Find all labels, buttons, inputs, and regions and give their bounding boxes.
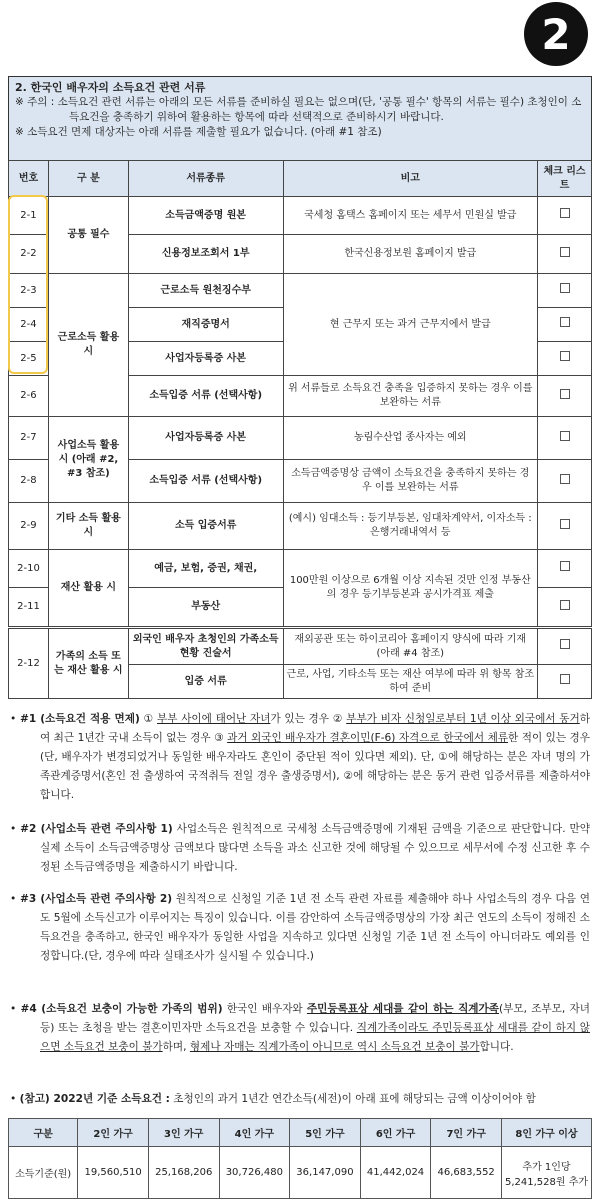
- note-text: 합니다.: [479, 1041, 514, 1053]
- table-row: [9, 417, 592, 460]
- checkbox[interactable]: [560, 389, 570, 399]
- note-text: 사업소득은 원칙적으로 국세청 소득금액증명에 기재된 금액을 기준으로 판단합니다. 만약 실제 소득이 소득금액증명상 금액보다 많다면 소득을 과소 신고한 것에 해당될 수 있으므로 세무서에 수정 신고한 후 수정된 소득금액증명을 제출하시기 바랍니다.: [40, 823, 590, 873]
- note-heading: (참고) 2022년 기준 소득요건 :: [19, 1093, 170, 1105]
- family-table: [8, 628, 592, 699]
- note-text: 하여 최근 1년간 국내 소득이 없는 경우 ③: [40, 713, 591, 744]
- checkbox[interactable]: [560, 639, 570, 649]
- caution-note: ※ 주의 : 소득요건 관련 서류는 아래의 모든 서류를 준비하실 필요는 없으며(단, '공통 필수' 항목의 서류는 필수) 초청인이 소득요건을 충족하기 위하여 활용하는 항목에 따라 선택적으로 준비하시기 바랍니다.: [15, 96, 582, 123]
- note-2: • #2 (사업소득 관련 주의사항 1) 사업소득은 원칙적으로 국세청 소득금액증명에 기재된 금액을 기준으로 판단합니다. 만약 실제 소득이 소득금액증명상 금액보다 많다면 소득을 과소 신고한 것에 해당될 수 있으므로 세무서에 수정 신고한 후 수정된 소득금액증명을 제출하시기 바랍니다.: [10, 823, 590, 873]
- remarks: 소득금액증명상 금액이 소득요건을 충족하지 못하는 경우 이를 보완하는 서류: [283, 460, 538, 503]
- category: 가족의 소득 또는 재산 활용 시: [48, 629, 128, 699]
- doc-type: 사업자등록증 사본: [128, 417, 283, 460]
- remarks: 근로, 사업, 기타소득 또는 재산 여부에 따라 위 항목 참조하여 준비: [283, 665, 538, 699]
- doc-type: 근로소득 원천징수부: [128, 274, 283, 308]
- table-row: [9, 550, 592, 588]
- note-text: 초청인의 과거 1년간 연간소득(세전)이 아래 표에 해당되는 금액 이상이어야 함: [173, 1093, 536, 1105]
- table-row: [9, 274, 592, 308]
- checkbox[interactable]: [560, 674, 570, 684]
- row-number: 2-11: [9, 588, 49, 627]
- row-number: 2-12: [9, 629, 49, 699]
- section-header: [8, 76, 592, 161]
- remarks: 위 서류들로 소득요건 충족을 입증하지 못하는 경우 이를 보완하는 서류: [283, 376, 538, 417]
- note-underline: 부부가 비자 신청일로부터 1년 이상 외국에서 동거: [346, 713, 580, 725]
- income-header: 3인 가구: [148, 1119, 219, 1147]
- page-number-badge: 2: [524, 2, 588, 66]
- remarks: 재외공관 또는 하이코리아 홈페이지 양식에 따라 기재 (아래 #4 참조): [283, 629, 538, 665]
- doc-type: 입증 서류: [128, 665, 283, 699]
- income-table: [8, 1118, 592, 1199]
- income-cell: 추가 1인당 5,241,528원 추가: [502, 1147, 592, 1199]
- table-row: [9, 197, 592, 235]
- note-text: ①: [143, 713, 154, 725]
- note-4: • #4 (소득요건 보충이 가능한 가족의 범위) 한국인 배우자와 주민등록표상 세대를 같이 하는 직계가족(부모, 조부모, 자녀 등) 또는 초청을 받는 결혼이민자만 소득요건을 보충할 수 있습니다. 직계가족이라도 주민등록표상 세대를 같이 하지 않으면 소득요건 보충이 불가하며, 형제나 자매는 직계가족이 아니므로 역시 소득요건 보충이 불가합니다.: [10, 1003, 590, 1053]
- checkbox[interactable]: [560, 600, 570, 610]
- checkbox[interactable]: [560, 247, 570, 257]
- income-cell: 25,168,206: [148, 1147, 219, 1199]
- income-cell: 36,147,090: [290, 1147, 361, 1199]
- doc-type: 재직증명서: [128, 308, 283, 342]
- doc-type: 소득입증 서류 (선택사항): [128, 376, 283, 417]
- note-underline: 부부 사이에 태어난 자녀: [157, 713, 271, 725]
- row-number: 2-1: [9, 197, 49, 235]
- doc-type: 부동산: [128, 588, 283, 627]
- doc-type: 소득입증 서류 (선택사항): [128, 460, 283, 503]
- highlight-box: [8, 195, 48, 374]
- header-number: 번호: [9, 161, 49, 197]
- checkbox[interactable]: [560, 561, 570, 571]
- checkbox[interactable]: [560, 474, 570, 484]
- section-title: 2. 한국인 배우자의 소득요건 관련 서류: [15, 81, 206, 94]
- note-heading: #1 (소득요건 적용 면제): [19, 713, 140, 725]
- row-number: 2-2: [9, 235, 49, 274]
- doc-type: 소득 입증서류: [128, 503, 283, 550]
- doc-type: 소득금액증명 원본: [128, 197, 283, 235]
- note-heading: #2 (사업소득 관련 주의사항 1): [20, 823, 173, 835]
- note-3: • #3 (사업소득 관련 주의사항 2) 원칙적으로 신청일 기준 1년 전 소득 관련 자료를 제출해야 하나 사업소득의 경우 다음 연도 5월에 소득신고가 이루어지는 특징이 있습니다. 이를 감안하여 소득금액증명상의 가장 최근 연도의 소득이 정해진 소득요건을 충족하고, 한국인 배우자가 동일한 사업을 지속하고 있다면 신청일 기준 1년 전 소득이 아니더라도 예외를 인정합니다.(단, 경우에 따라 실태조사가 실시될 수 있습니다.): [10, 893, 591, 962]
- header-checklist: 체크 리스트: [538, 161, 592, 197]
- checkbox[interactable]: [560, 431, 570, 441]
- category: 재산 활용 시: [48, 550, 128, 627]
- header-remarks: 비고: [283, 161, 538, 197]
- note-text: (부모, 조부모, 자녀 등) 또는 초청을 받는 결혼이민자만 소득요건을 보충할 수 있습니다.: [40, 1003, 590, 1034]
- doc-type: 예금, 보험, 증권, 채권,: [128, 550, 283, 588]
- table-header: [9, 161, 592, 197]
- income-cell: 41,442,024: [360, 1147, 431, 1199]
- income-header: 8인 가구 이상: [502, 1119, 592, 1147]
- income-header: 5인 가구: [290, 1119, 361, 1147]
- note-underline: 과거 외국인 배우자가 결혼이민(F-6) 자격으로 한국에서 체류: [227, 732, 509, 744]
- note-text: 한국인 배우자와: [226, 1003, 303, 1015]
- note-heading: #4 (소득요건 보충이 가능한 가족의 범위): [20, 1003, 223, 1015]
- row-number: 2-6: [9, 376, 49, 417]
- row-number: 2-7: [9, 417, 49, 460]
- income-header: 2인 가구: [78, 1119, 149, 1147]
- note-underline: 주민등록표상 세대를 같이 하는 직계가족: [306, 1003, 500, 1015]
- exemption-note: ※ 소득요건 면제 대상자는 아래 서류를 제출할 필요가 없습니다. (아래 #1 참조): [15, 126, 382, 138]
- remarks: 농림수산업 종사자는 예외: [283, 417, 538, 460]
- row-number: 2-5: [9, 342, 49, 376]
- checkbox[interactable]: [560, 283, 570, 293]
- note-text: 원칙적으로 신청일 기준 1년 전 소득 관련 자료를 제출해야 하나 사업소득의 경우 다음 연도 5월에 소득신고가 이루어지는 특징이 있습니다. 이를 감안하여 소득금액증명상의 가장 최근 연도의 소득이 정해진 소득요건을 충족하고, 한국인 배우자가 동일한 사업을 지속하고 있다면 신청일 기준 1년 전 소득이 아니더라도 예외를 인정합니다.(단, 경우에 따라 실태조사가 실시될 수 있습니다.): [40, 893, 591, 962]
- remarks: 국세청 홈택스 홈페이지 또는 세무서 민원실 발급: [283, 197, 538, 235]
- row-number: 2-8: [9, 460, 49, 503]
- income-cell: 30,726,480: [219, 1147, 290, 1199]
- income-header: 7인 가구: [431, 1119, 502, 1147]
- doc-type: 외국인 배우자 초청인의 가족소득 현황 진술서: [128, 629, 283, 665]
- note-underline: 직계가족이라도 주민등록표상 세대를 같이 하지 않으면 소득요건 보충이 불가: [40, 1022, 590, 1053]
- row-number: 2-10: [9, 550, 49, 588]
- row-number: 2-4: [9, 308, 49, 342]
- note-1: • #1 (소득요건 적용 면제) ① 부부 사이에 태어난 자녀가 있는 경우 ② 부부가 비자 신청일로부터 1년 이상 외국에서 동거하여 최근 1년간 국내 소득이 없는 경우 ③ 과거 외국인 배우자가 결혼이민(F-6) 자격으로 한국에서 체류한 적이 있는 경우(단, 배우자가 변경되었거나 동일한 배우자라도 혼인이 중단된 적이 있다면 제외). 단, ①에 해당하는 분은 자녀 명의 가족관계증명서(혼인 전 출생하여 국적취득 전일 경우 출생증명서), ②에 해당하는 분은 동거 관련 입증서류를 제출하셔야 합니다.: [10, 713, 591, 801]
- row-number: 2-3: [9, 274, 49, 308]
- doc-type: 신용정보조회서 1부: [128, 235, 283, 274]
- checkbox[interactable]: [560, 519, 570, 529]
- header-category: 구 분: [48, 161, 128, 197]
- checkbox[interactable]: [560, 317, 570, 327]
- remarks: 100만원 이상으로 6개월 이상 지속된 것만 인정 부동산의 경우 등기부등본과 공시가격표 제출: [283, 550, 538, 627]
- income-cell: 소득기준(원): [9, 1147, 78, 1199]
- note-heading: #3 (사업소득 관련 주의사항 2): [20, 893, 173, 905]
- income-header-row: [9, 1119, 592, 1147]
- income-cell: 46,683,552: [431, 1147, 502, 1199]
- row-number: 2-9: [9, 503, 49, 550]
- note-text: 한 적이 있는 경우(단, 배우자가 변경되었거나 동일한 배우자라도 혼인이 중단된 적이 있다면 제외). 단, ①에 해당하는 분은 자녀 명의 가족관계증명서(혼인 전 출생하여 국적취득 전일 경우 출생증명서), ②에 해당하는 분은 동거 관련 입증서류를 제출하셔야 합니다.: [40, 732, 590, 801]
- category: 근로소득 활용 시: [48, 274, 128, 417]
- documents-table: [8, 160, 592, 627]
- remarks: (예시) 임대소득 : 등기부등본, 임대차계약서, 이자소득 : 은행거래내역서 등: [283, 503, 538, 550]
- income-header: 구분: [9, 1119, 78, 1147]
- doc-type: 사업자등록증 사본: [128, 342, 283, 376]
- category: 사업소득 활용 시 (아래 #2, #3 참조): [48, 417, 128, 503]
- income-header: 4인 가구: [219, 1119, 290, 1147]
- note-text: 하며,: [162, 1041, 187, 1053]
- income-header: 6인 가구: [360, 1119, 431, 1147]
- income-cell: 19,560,510: [78, 1147, 149, 1199]
- reference-note: • (참고) 2022년 기준 소득요건 : 초청인의 과거 1년간 연간소득(세전)이 아래 표에 해당되는 금액 이상이어야 함: [10, 1093, 536, 1105]
- remarks: 현 근무지 또는 과거 근무지에서 발급: [283, 274, 538, 376]
- note-underline: 형제나 자매는 직계가족이 아니므로 역시 소득요건 보충이 불가: [189, 1041, 480, 1053]
- category: 공통 필수: [48, 197, 128, 274]
- table-row: [9, 629, 592, 665]
- income-row: [9, 1147, 592, 1199]
- remarks: 한국신용정보원 홈페이지 발급: [283, 235, 538, 274]
- checkbox[interactable]: [560, 208, 570, 218]
- header-doc-type: 서류종류: [128, 161, 283, 197]
- note-text: 가 있는 경우 ②: [270, 713, 343, 725]
- category: 기타 소득 활용 시: [48, 503, 128, 550]
- checkbox[interactable]: [560, 351, 570, 361]
- table-row: [9, 503, 592, 550]
